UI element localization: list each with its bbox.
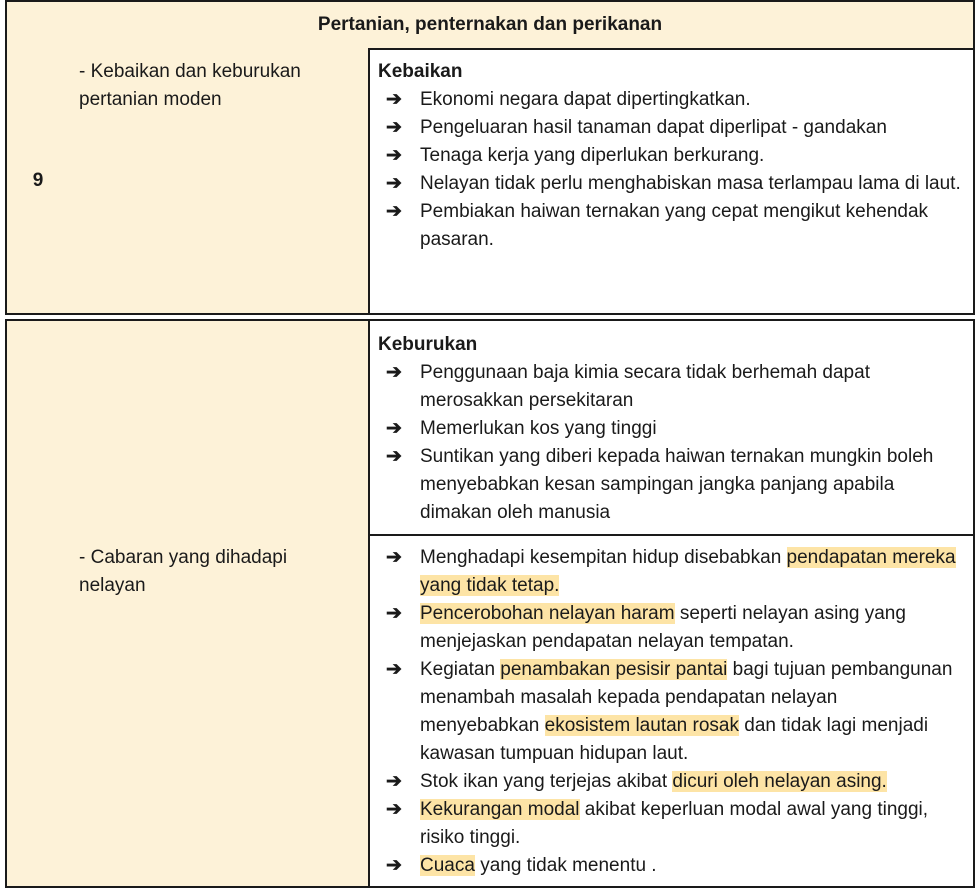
list-item-text: akibat keperluan modal awal yang tinggi, risiko tinggi. (420, 799, 929, 848)
right-arrow-icon: ➔ (386, 173, 402, 194)
content-cell-keburukan (368, 319, 975, 536)
list-item-text: dan tidak lagi menjadi kawasan tumpuan hidupan laut. (420, 715, 929, 764)
list-item (378, 415, 961, 443)
kebaikan-list (378, 86, 961, 254)
right-arrow-icon: ➔ (386, 771, 402, 792)
right-arrow-icon: ➔ (386, 547, 402, 568)
right-arrow-icon: ➔ (386, 603, 402, 624)
list-item-text: yang tidak menentu . (474, 855, 657, 876)
list-item-text: Suntikan yang diberi kepada haiwan ternakan mungkin boleh menyebabkan kesan sampingan jangka panjang apabila dimakan oleh manusia (420, 446, 934, 523)
right-arrow-icon: ➔ (386, 799, 402, 820)
highlighted-text: penambakan pesisir pantai (500, 659, 728, 680)
list-item (378, 600, 961, 656)
row-number: 9 (32, 169, 44, 191)
highlighted-text: Pencerobohan nelayan haram (420, 603, 675, 624)
list-item (378, 170, 961, 198)
list-item (378, 796, 961, 852)
list-item-text: Menghadapi kesempitan hidup disebabkan (420, 547, 787, 568)
list-item (378, 768, 961, 796)
cabaran-list (378, 544, 961, 880)
list-item-text: Nelayan tidak perlu menghabiskan masa terlampau lama di laut. (420, 173, 961, 194)
right-arrow-icon: ➔ (386, 201, 402, 222)
list-item-text: Ekonomi negara dapat dipertingkatkan. (420, 89, 751, 110)
list-item (378, 656, 961, 768)
list-item-text: Stok ikan yang terjejas akibat (420, 771, 673, 792)
list-item (378, 544, 961, 600)
right-arrow-icon: ➔ (386, 89, 402, 110)
topic-text: - Kebaikan dan keburukan pertanian moden (79, 61, 301, 110)
table-title: Pertanian, penternakan dan perikanan (317, 14, 663, 35)
topic-cell (69, 534, 370, 888)
number-cell-empty (5, 319, 71, 888)
list-item-text: bagi tujuan pembangunan menambah masalah kepada pendapatan nelayan menyebabkan (420, 659, 953, 736)
highlighted-text: Kekurangan modal (420, 799, 580, 820)
right-arrow-icon: ➔ (386, 446, 402, 467)
list-item-text: Penggunaan baja kimia secara tidak berhemah dapat merosakkan persekitaran (420, 362, 870, 411)
list-item-text: Tenaga kerja yang diperlukan berkurang. (420, 145, 765, 166)
highlighted-text: dicuri oleh nelayan asing. (672, 771, 887, 792)
section-heading: Keburukan (378, 334, 478, 355)
section-heading: Kebaikan (378, 61, 463, 82)
right-arrow-icon: ➔ (386, 117, 402, 138)
list-item (378, 359, 961, 415)
content-cell-cabaran (368, 534, 975, 888)
list-item (378, 142, 961, 170)
list-item (378, 86, 961, 114)
right-arrow-icon: ➔ (386, 855, 402, 876)
content-cell-kebaikan (368, 48, 975, 315)
list-item (378, 852, 961, 880)
list-item-text: Kegiatan (420, 659, 501, 680)
right-arrow-icon: ➔ (386, 145, 402, 166)
list-item-text: Pembiakan haiwan ternakan yang cepat mengikut kehendak pasaran. (420, 201, 929, 250)
topic-cell (69, 48, 370, 315)
topic-cell-empty (69, 319, 370, 536)
right-arrow-icon: ➔ (386, 418, 402, 439)
list-item (378, 114, 961, 142)
topic-text: - Cabaran yang dihadapi nelayan (79, 547, 288, 596)
highlighted-text: ekosistem lautan rosak (544, 715, 739, 736)
list-item-text: seperti nelayan asing yang menjejaskan pendapatan nelayan tempatan. (420, 603, 906, 652)
list-item-text: Pengeluaran hasil tanaman dapat diperlipat - gandakan (420, 117, 887, 138)
number-cell (5, 48, 71, 315)
right-arrow-icon: ➔ (386, 659, 402, 680)
list-item (378, 443, 961, 527)
list-item (378, 198, 961, 254)
highlighted-text: Cuaca (420, 855, 475, 876)
table-header (5, 0, 975, 50)
keburukan-list (378, 359, 961, 527)
list-item-text: Memerlukan kos yang tinggi (420, 418, 657, 439)
right-arrow-icon: ➔ (386, 362, 402, 383)
highlighted-text: pendapatan mereka yang tidak tetap. (420, 547, 956, 596)
